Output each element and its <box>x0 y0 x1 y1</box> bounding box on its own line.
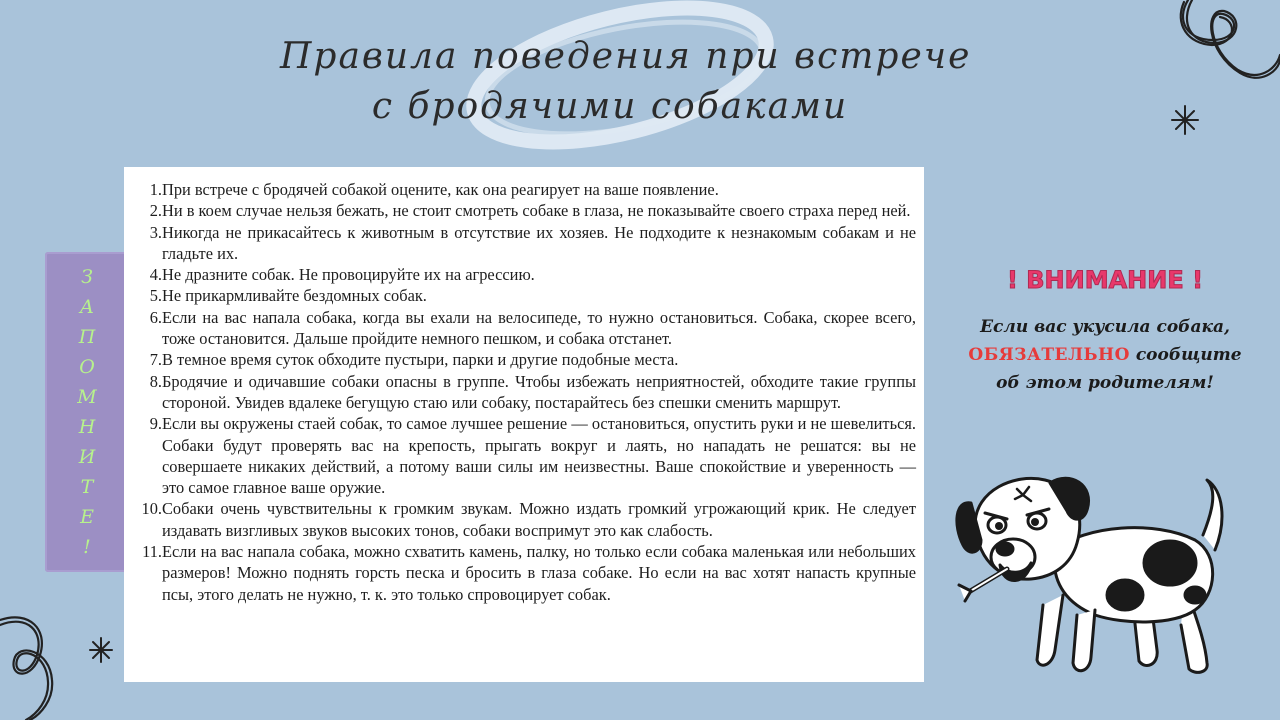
scribble-loop-icon <box>0 600 80 720</box>
remember-letter: Т <box>80 476 94 498</box>
rule-text: Собаки очень чувствительны к громким звукам. Можно издать громкий угрожающий крик. Не следует издавать визгливых звуков высоких тонов, собаки воспримут это как слабость. <box>162 499 916 540</box>
remember-letter: ! <box>83 536 91 558</box>
rule-item <box>124 349 916 370</box>
rule-text: Бродячие и одичавшие собаки опасны в группе. Чтобы избежать неприятностей, обходите такие группы стороной. Увидев вдалеке бегущую стаю или собаку, постарайтесь без спешки сменить маршрут. <box>162 371 916 412</box>
sparkle-star-icon <box>88 636 114 664</box>
rules-card <box>124 167 924 682</box>
rule-item <box>124 541 916 605</box>
rule-text: Не прикармливайте бездомных собак. <box>162 286 427 306</box>
rule-number: 11. <box>142 542 162 562</box>
rule-text: Не дразните собак. Не провоцируйте их на агрессию. <box>162 265 535 285</box>
rule-item <box>124 285 916 306</box>
rule-text: Если вы окружены стаей собак, то самое лучшее решение — остановиться, опустить руки и не шевелиться. Собаки будут проверять вас на крепость, прыгать вокруг и лаять, но нападать не решатся: вы не совершаете никаких действий, а потому ваши силы им неизвестны. Ваше спокойствие и уверенность — это самое главное ваше оружие. <box>162 414 916 498</box>
rule-item <box>124 179 916 200</box>
remember-letter: П <box>78 326 96 348</box>
remember-letter: А <box>79 296 95 318</box>
rule-number: 2. <box>149 201 162 221</box>
rule-number: 9. <box>149 414 162 434</box>
rule-item <box>124 264 916 285</box>
scribble-loop-icon <box>1168 0 1280 100</box>
bite-warning <box>965 313 1245 397</box>
remember-letter: Н <box>78 416 96 438</box>
rule-item <box>124 222 916 265</box>
rule-number: 3. <box>149 222 162 242</box>
sparkle-star-icon <box>1170 104 1200 136</box>
bite-warning-text-end: сообщите об этом родителям! <box>996 345 1242 393</box>
remember-letter: М <box>77 386 97 408</box>
remember-badge <box>45 252 129 572</box>
title-line-2: с бродячими собаками <box>371 86 849 127</box>
rule-item <box>124 413 916 498</box>
rule-text: Ни в коем случае нельзя бежать, не стоит смотреть собаке в глаза, не показывайте своего страха перед ней. <box>162 201 911 221</box>
remember-letter: Е <box>80 506 94 528</box>
rule-number: 8. <box>149 371 162 391</box>
rule-text: При встрече с бродячей собакой оцените, как она реагирует на ваше появление. <box>162 180 719 199</box>
rule-text: Никогда не прикасайтесь к животным в отсутствие их хозяев. Не подходите к незнакомым собакам и не гладьте их. <box>162 222 916 263</box>
rule-item <box>124 371 916 414</box>
rule-item <box>124 200 916 221</box>
page-title <box>280 32 972 132</box>
rule-number: 6. <box>149 307 162 327</box>
remember-letter: З <box>81 266 93 288</box>
rule-text: Если на вас напала собака, можно схватить камень, палку, но только если собака маленькая или небольших размеров! Можно поднять горсть песка и бросить в глаза собаке. Но если на вас хотят напасть крупные псы, этого делать не нужно, т. к. это только спровоцирует собак. <box>162 542 916 604</box>
rule-item <box>124 307 916 350</box>
rule-text: В темное время суток обходите пустыри, парки и другие подобные места. <box>162 350 679 370</box>
rule-item <box>124 498 916 541</box>
rule-text: Если на вас напала собака, когда вы ехали на велосипеде, то нужно остановиться. Собака, скорее всего, тоже остановится. Дальше пройдите немного пешком, и собака отстанет. <box>162 307 916 349</box>
title-line-1: Правила поведения при встрече <box>280 36 972 77</box>
rule-number: 10. <box>141 499 162 519</box>
bite-warning-accent: ОБЯЗАТЕЛЬНО <box>968 345 1130 365</box>
remember-letter: О <box>79 356 95 378</box>
rules-list <box>124 179 916 605</box>
remember-letter: И <box>78 446 96 468</box>
angry-dog-illustration <box>945 465 1245 680</box>
attention-heading: ! ВНИМАНИЕ ! <box>1006 266 1204 294</box>
bite-warning-text-start: Если вас укусила собака, <box>980 317 1230 337</box>
rule-number: 1. <box>149 180 162 199</box>
rule-number: 7. <box>149 350 162 370</box>
rule-number: 4. <box>149 265 162 285</box>
rule-number: 5. <box>149 286 162 306</box>
